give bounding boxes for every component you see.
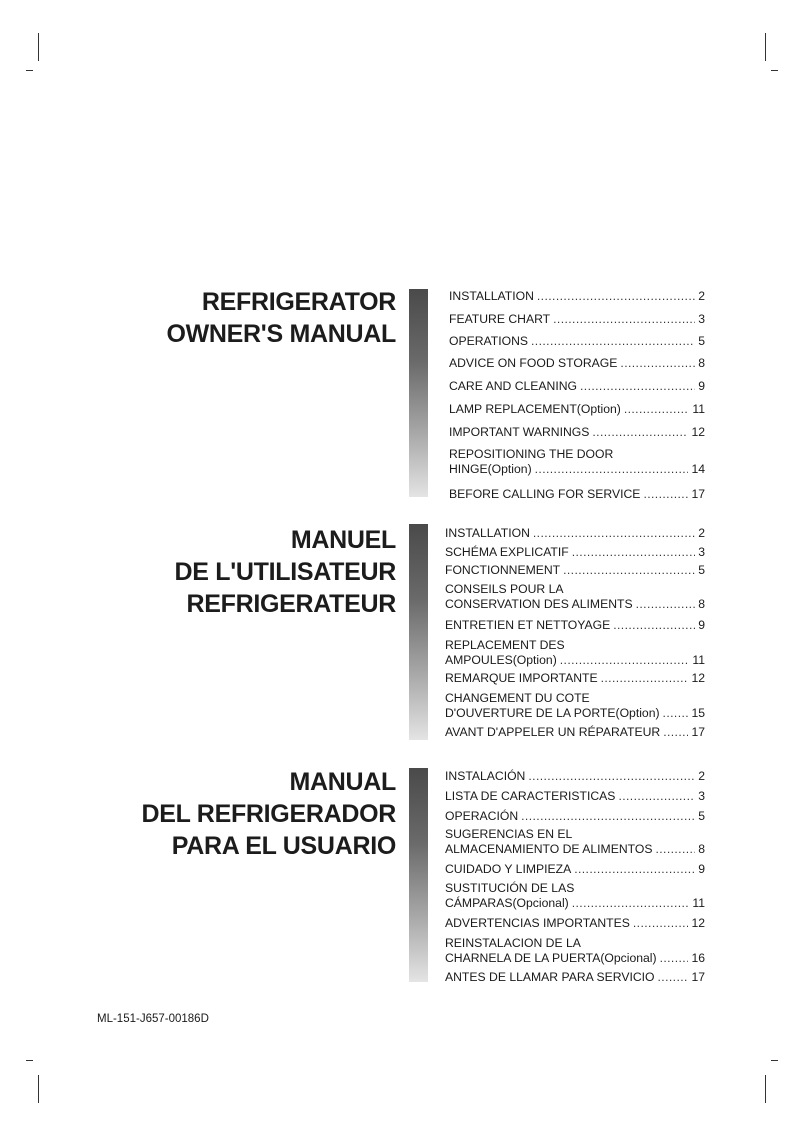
toc-page: 8 — [698, 356, 705, 370]
toc-leader — [572, 545, 696, 560]
toc-leader — [601, 671, 689, 686]
toc-entry[interactable] — [445, 862, 705, 877]
toc-label: HINGE(Option) — [449, 462, 532, 476]
toc-label: LAMP REPLACEMENT(Option) — [449, 402, 621, 416]
crop-mark — [765, 1075, 766, 1103]
toc-leader — [655, 842, 695, 857]
toc-entry[interactable] — [449, 447, 705, 477]
toc-entry[interactable] — [445, 789, 705, 804]
crop-mark — [38, 1075, 39, 1103]
document-code: ML-151-J657-00186D — [97, 1013, 209, 1025]
toc-label: OPERACIÓN — [445, 809, 519, 823]
toc-entry[interactable] — [445, 618, 705, 633]
toc-label: AMPOULES(Option) — [445, 653, 557, 667]
toc-leader — [618, 789, 695, 804]
toc-entry[interactable] — [445, 725, 705, 740]
title-line: PARA EL USUARIO — [171, 832, 396, 860]
toc-page: 11 — [692, 402, 705, 416]
toc-leader — [613, 618, 695, 633]
toc-label: IMPORTANT WARNINGS — [449, 425, 590, 439]
toc-page: 3 — [698, 545, 705, 559]
toc-entry[interactable] — [445, 582, 705, 612]
toc-entry[interactable] — [445, 936, 705, 966]
toc-leader — [528, 769, 695, 784]
toc-label: BEFORE CALLING FOR SERVICE — [449, 487, 641, 501]
toc-leader — [624, 402, 690, 417]
toc-label: ALMACENAMIENTO DE ALIMENTOS — [445, 842, 653, 856]
toc-page: 2 — [698, 289, 705, 303]
toc-leader — [636, 597, 696, 612]
toc-label: ANTES DE LLAMAR PARA SERVICIO — [445, 970, 655, 984]
toc-page: 17 — [691, 725, 705, 739]
toc-entry[interactable] — [445, 827, 705, 857]
manual-title-english — [166, 286, 396, 350]
toc-label: CÁMPARAS(Opcional) — [445, 896, 569, 910]
toc-entry[interactable] — [449, 487, 705, 502]
toc-leader — [574, 862, 695, 877]
toc-page: 5 — [698, 334, 705, 348]
toc-page: 9 — [698, 379, 705, 393]
toc-entry[interactable] — [445, 691, 705, 721]
toc-leader — [563, 563, 695, 578]
toc-leader — [663, 706, 689, 721]
toc-label: ADVICE ON FOOD STORAGE — [449, 356, 618, 370]
toc-label: ENTRETIEN ET NETTOYAGE — [445, 618, 611, 632]
title-line: REFRIGERATEUR — [186, 590, 396, 618]
crop-mark — [765, 33, 766, 61]
crop-mark — [26, 1060, 33, 1061]
gradient-bar — [409, 524, 428, 740]
toc-entry[interactable] — [445, 809, 705, 824]
toc-label: INSTALLATION — [449, 289, 534, 303]
toc-entry[interactable] — [445, 545, 705, 560]
toc-page: 11 — [692, 896, 705, 910]
toc-leader — [663, 725, 688, 740]
toc-label: CUIDADO Y LIMPIEZA — [445, 862, 572, 876]
crop-mark — [771, 1060, 778, 1061]
toc-entry[interactable] — [445, 671, 705, 686]
manual-title-french — [174, 524, 396, 620]
toc-entry[interactable] — [445, 916, 705, 931]
crop-mark — [771, 70, 778, 71]
toc-leader — [580, 379, 695, 394]
toc-page: 11 — [692, 653, 705, 667]
toc-label-line1: REPOSITIONING THE DOOR — [449, 447, 614, 461]
toc-page: 8 — [698, 842, 705, 856]
gradient-bar — [409, 768, 428, 982]
toc-label-line1: CHANGEMENT DU COTE — [445, 691, 590, 705]
toc-page: 2 — [698, 526, 705, 540]
title-line: DEL REFRIGERADOR — [141, 800, 396, 828]
toc-leader — [535, 462, 689, 477]
manual-title-spanish — [142, 766, 396, 862]
toc-page: 5 — [698, 563, 705, 577]
toc-entry[interactable] — [445, 769, 705, 784]
toc-page: 16 — [691, 951, 705, 965]
toc-page: 9 — [698, 618, 705, 632]
toc-leader — [572, 896, 690, 911]
toc-entry[interactable] — [449, 379, 705, 394]
toc-label: ADVERTENCIAS IMPORTANTES — [445, 916, 630, 930]
toc-entry[interactable] — [449, 402, 705, 417]
toc-page: 17 — [691, 970, 705, 984]
toc-label: CHARNELA DE LA PUERTA(Opcional) — [445, 951, 657, 965]
title-line: DE L'UTILISATEUR — [174, 558, 396, 586]
toc-entry[interactable] — [449, 425, 705, 440]
toc-leader — [531, 334, 695, 349]
toc-label-line1: REINSTALACION DE LA — [445, 936, 581, 950]
title-line: OWNER'S MANUAL — [166, 320, 396, 348]
toc-entry[interactable] — [445, 881, 705, 911]
toc-label-line1: SUSTITUCIÓN DE LAS — [445, 881, 575, 895]
toc-leader — [521, 809, 695, 824]
crop-mark — [26, 70, 33, 71]
title-line: MANUEL — [290, 526, 396, 554]
toc-leader — [658, 970, 689, 985]
title-line: REFRIGERATOR — [201, 288, 396, 316]
toc-entry[interactable] — [449, 356, 705, 371]
toc-entry[interactable] — [445, 526, 705, 541]
toc-label-line1: REPLACEMENT DES — [445, 638, 565, 652]
toc-label: INSTALLATION — [445, 526, 530, 540]
crop-mark — [38, 33, 39, 61]
toc-label: FEATURE CHART — [449, 312, 551, 326]
toc-page: 14 — [691, 462, 705, 476]
toc-page: 12 — [691, 425, 705, 439]
toc-entry[interactable] — [445, 638, 705, 668]
toc-label: AVANT D'APPELER UN RÉPARATEUR — [445, 725, 661, 739]
toc-label: LISTA DE CARACTERISTICAS — [445, 789, 616, 803]
toc-page: 12 — [691, 671, 705, 685]
toc-page: 17 — [691, 487, 705, 501]
toc-leader — [537, 289, 695, 304]
toc-label: CONSERVATION DES ALIMENTS — [445, 597, 633, 611]
toc-label: FONCTIONNEMENT — [445, 563, 561, 577]
toc-label: REMARQUE IMPORTANTE — [445, 671, 598, 685]
title-line: MANUAL — [289, 768, 396, 796]
toc-label: D'OUVERTURE DE LA PORTE(Option) — [445, 706, 660, 720]
toc-leader — [560, 653, 690, 668]
toc-page: 3 — [698, 789, 705, 803]
gradient-bar — [409, 289, 428, 497]
toc-page: 5 — [698, 809, 705, 823]
toc-page: 9 — [698, 862, 705, 876]
toc-leader — [533, 526, 695, 541]
toc-label-line1: CONSEILS POUR LA — [445, 582, 564, 596]
toc-entry[interactable] — [445, 563, 705, 578]
toc-entry[interactable] — [445, 970, 705, 985]
toc-entry[interactable] — [449, 334, 705, 349]
toc-label: INSTALACIÓN — [445, 769, 526, 783]
toc-label: CARE AND CLEANING — [449, 379, 577, 393]
toc-leader — [620, 356, 695, 371]
toc-label-line1: SUGERENCIAS EN EL — [445, 827, 573, 841]
toc-label: OPERATIONS — [449, 334, 529, 348]
toc-page: 15 — [691, 706, 705, 720]
toc-label: SCHÉMA EXPLICATIF — [445, 545, 569, 559]
toc-page: 2 — [698, 769, 705, 783]
toc-leader — [633, 916, 689, 931]
toc-leader — [592, 425, 688, 440]
toc-leader — [660, 951, 689, 966]
toc-page: 3 — [698, 312, 705, 326]
toc-leader — [643, 487, 688, 502]
toc-entry[interactable] — [449, 289, 705, 304]
toc-page: 8 — [698, 597, 705, 611]
toc-entry[interactable] — [449, 312, 705, 327]
toc-leader — [553, 312, 695, 327]
toc-page: 12 — [691, 916, 705, 930]
